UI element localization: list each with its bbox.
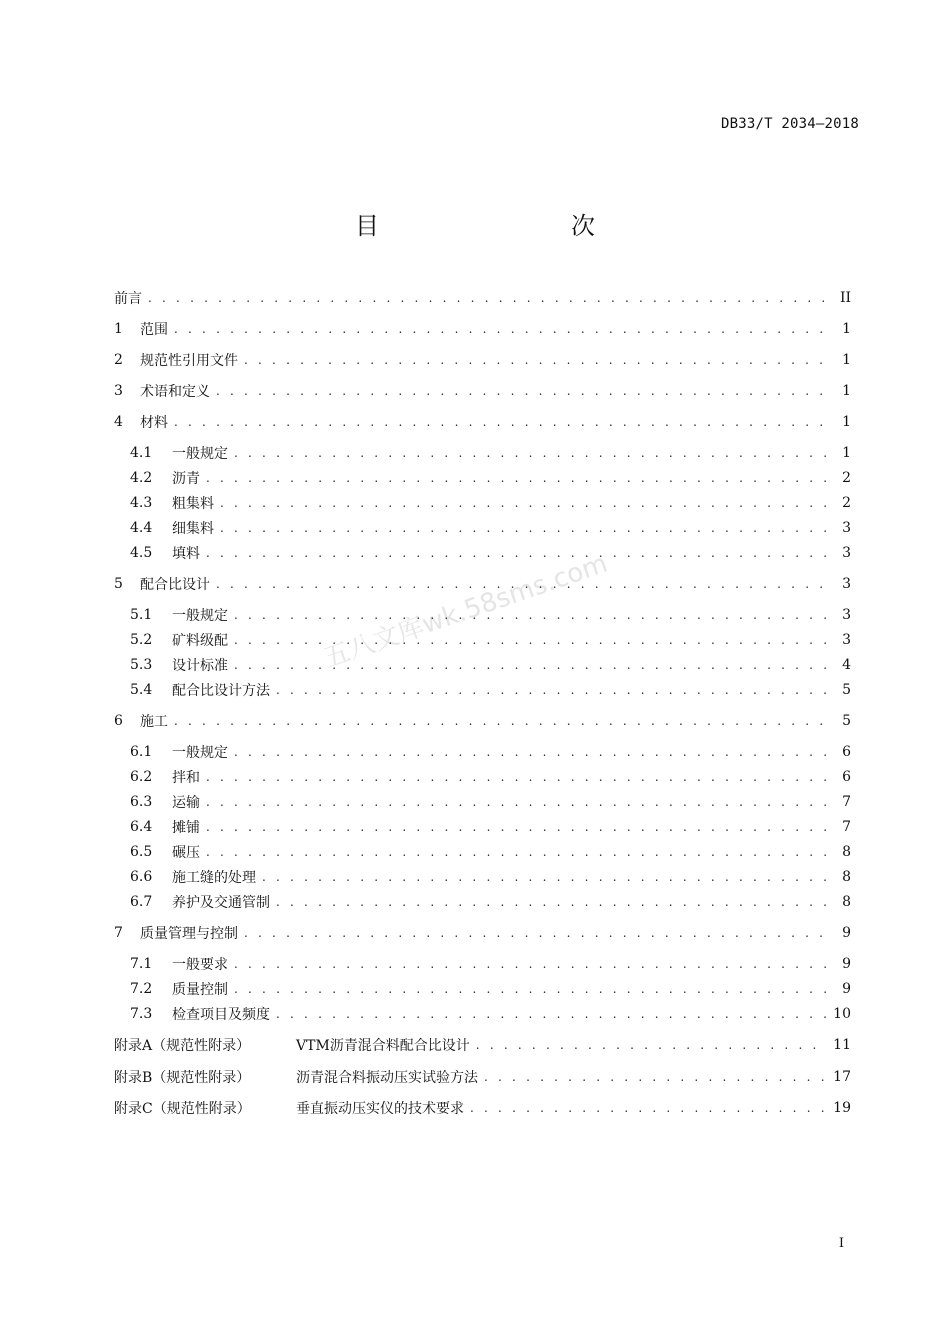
toc-leader-dots — [470, 1101, 827, 1115]
toc-entry-number: 1 — [114, 321, 123, 337]
toc-entry-page: 3 — [842, 632, 851, 648]
toc-entry[interactable] — [114, 791, 851, 813]
toc-entry[interactable] — [114, 411, 851, 433]
toc-entry-number: 6.6 — [130, 869, 153, 885]
toc-leader-dots — [262, 870, 829, 884]
toc-leader-dots — [220, 521, 829, 535]
toc-entry[interactable] — [114, 517, 851, 539]
toc-entry-page: 9 — [842, 981, 851, 997]
toc-entry-page: 2 — [842, 495, 851, 511]
toc-leader-dots — [244, 353, 829, 367]
page-title: 目 次 — [355, 212, 643, 240]
toc-leader-dots — [206, 795, 829, 809]
toc-leader-dots — [216, 577, 829, 591]
toc-leader-dots — [244, 926, 829, 940]
toc-entry-number: 6.4 — [130, 819, 153, 835]
toc-entry-page: 8 — [842, 894, 851, 910]
toc-entry[interactable] — [114, 349, 851, 371]
toc-entry-label: 沥青 — [172, 471, 200, 487]
toc-entry[interactable] — [114, 1034, 851, 1056]
toc-entry-number: 7.1 — [130, 956, 153, 972]
toc-leader-dots — [484, 1070, 827, 1084]
toc-entry[interactable] — [114, 816, 851, 838]
toc-entry-number: 6.1 — [130, 744, 153, 760]
toc-entry[interactable] — [114, 891, 851, 913]
toc-leader-dots — [234, 957, 829, 971]
toc-entry-label: 碾压 — [172, 845, 200, 861]
toc-entry-number: 5.1 — [130, 607, 153, 623]
toc-entry-number: 6.3 — [130, 794, 153, 810]
toc-entry-page: 6 — [842, 769, 851, 785]
toc-entry-page: 3 — [842, 576, 851, 592]
page-number: I — [838, 1236, 844, 1251]
toc-entry-number: 5.2 — [130, 632, 153, 648]
toc-entry[interactable] — [114, 1097, 851, 1119]
toc-entry-page: 3 — [842, 520, 851, 536]
toc-entry-page: 2 — [842, 470, 851, 486]
toc-entry[interactable] — [114, 604, 851, 626]
toc-entry[interactable] — [114, 953, 851, 975]
toc-entry-page: 1 — [842, 352, 851, 368]
toc-entry[interactable] — [114, 287, 851, 309]
toc-entry-number: 7 — [114, 925, 123, 941]
toc-entry-page: 8 — [842, 869, 851, 885]
toc-entry-number: 7.2 — [130, 981, 153, 997]
toc-leader-dots — [174, 415, 829, 429]
toc-leader-dots — [234, 745, 829, 759]
toc-entry[interactable] — [114, 741, 851, 763]
toc-entry-page: 9 — [842, 925, 851, 941]
toc-entry-number: 3 — [114, 383, 123, 399]
toc-entry-page: 8 — [842, 844, 851, 860]
toc-entry[interactable] — [114, 978, 851, 1000]
toc-entry-label: 检查项目及频度 — [172, 1007, 270, 1023]
toc-entry-label: 一般规定 — [172, 745, 228, 761]
toc-entry[interactable] — [114, 1003, 851, 1025]
toc-entry[interactable] — [114, 841, 851, 863]
toc-entry-label: 一般规定 — [172, 446, 228, 462]
toc-entry-number: 6 — [114, 713, 123, 729]
toc-entry-page: 7 — [842, 819, 851, 835]
toc-entry[interactable] — [114, 710, 851, 732]
toc-entry-number: 6.5 — [130, 844, 153, 860]
toc-entry[interactable] — [114, 766, 851, 788]
toc-entry[interactable] — [114, 318, 851, 340]
toc-entry[interactable] — [114, 467, 851, 489]
toc-entry-page: 11 — [833, 1037, 851, 1053]
toc-entry-page: 3 — [842, 545, 851, 561]
toc-entry-number: 2 — [114, 352, 123, 368]
toc-entry-page: 5 — [842, 682, 851, 698]
toc-leader-dots — [174, 714, 829, 728]
toc-entry-number: 附录B（规范性附录） — [114, 1070, 251, 1086]
toc-leader-dots — [476, 1038, 827, 1052]
toc-entry[interactable] — [114, 380, 851, 402]
toc-entry-label: 配合比设计 — [140, 577, 210, 593]
toc-leader-dots — [276, 1007, 827, 1021]
toc-leader-dots — [206, 770, 829, 784]
toc-leader-dots — [276, 895, 829, 909]
toc-entry-number: 附录C（规范性附录） — [114, 1101, 251, 1117]
toc-leader-dots — [234, 658, 829, 672]
toc-entry[interactable] — [114, 679, 851, 701]
toc-leader-dots — [234, 608, 829, 622]
toc-leader-dots — [148, 291, 829, 305]
toc-leader-dots — [276, 683, 829, 697]
toc-entry-number: 6.2 — [130, 769, 153, 785]
toc-leader-dots — [234, 633, 829, 647]
toc-entry-label: 一般要求 — [172, 957, 228, 973]
toc-entry-page: 7 — [842, 794, 851, 810]
toc-entry-label: 施工缝的处理 — [172, 870, 256, 886]
watermark: 五八文库wk.58sms.com — [319, 548, 612, 675]
toc-entry-label: VTM沥青混合料配合比设计 — [296, 1038, 470, 1054]
toc-entry-label: 拌和 — [172, 770, 200, 786]
toc-entry-label: 范围 — [140, 322, 168, 338]
toc-entry-page: 10 — [833, 1006, 851, 1022]
toc-entry-page: 4 — [842, 657, 851, 673]
toc-entry-label: 质量管理与控制 — [140, 926, 238, 942]
toc-entry-number: 4.5 — [130, 545, 153, 561]
toc-entry[interactable] — [114, 922, 851, 944]
toc-entry-label: 材料 — [140, 415, 168, 431]
document-code: DB33/T 2034—2018 — [720, 116, 859, 132]
toc-entry-number: 5.3 — [130, 657, 153, 673]
toc-entry-label: 施工 — [140, 714, 168, 730]
toc-entry-label: 沥青混合料振动压实试验方法 — [296, 1070, 478, 1086]
toc-entry-page: 3 — [842, 607, 851, 623]
toc-entry-label: 运输 — [172, 795, 200, 811]
toc-leader-dots — [216, 384, 829, 398]
toc-entry-label: 摊铺 — [172, 820, 200, 836]
toc-entry-page: 1 — [842, 321, 851, 337]
toc-entry-page: 5 — [842, 713, 851, 729]
toc-leader-dots — [206, 845, 829, 859]
toc-leader-dots — [206, 471, 829, 485]
toc-entry-number: 4.3 — [130, 495, 153, 511]
toc-entry[interactable] — [114, 1066, 851, 1088]
toc-entry-label: 一般规定 — [172, 608, 228, 624]
toc-entry[interactable] — [114, 573, 851, 595]
toc-entry-number: 7.3 — [130, 1006, 153, 1022]
toc-entry-page: 17 — [833, 1069, 851, 1085]
toc-entry[interactable] — [114, 442, 851, 464]
toc-entry-label: 设计标准 — [172, 658, 228, 674]
toc-entry[interactable] — [114, 654, 851, 676]
toc-leader-dots — [220, 496, 829, 510]
toc-leader-dots — [234, 982, 829, 996]
toc-entry-number: 4.2 — [130, 470, 153, 486]
toc-entry-number: 6.7 — [130, 894, 153, 910]
toc-entry[interactable] — [114, 629, 851, 651]
toc-entry[interactable] — [114, 492, 851, 514]
toc-entry-page: 9 — [842, 956, 851, 972]
toc-leader-dots — [206, 546, 829, 560]
toc-entry-page: II — [839, 290, 851, 306]
toc-entry-label: 前言 — [114, 291, 142, 307]
toc-entry[interactable] — [114, 866, 851, 888]
toc-leader-dots — [234, 446, 829, 460]
toc-entry-page: 1 — [842, 414, 851, 430]
toc-entry-page: 6 — [842, 744, 851, 760]
toc-entry-label: 质量控制 — [172, 982, 228, 998]
toc-entry-label: 矿料级配 — [172, 633, 228, 649]
toc-entry-label: 粗集料 — [172, 496, 214, 512]
toc-entry-label: 垂直振动压实仪的技术要求 — [296, 1101, 464, 1117]
toc-entry-page: 19 — [833, 1100, 851, 1116]
toc-leader-dots — [174, 322, 829, 336]
toc-entry-label: 养护及交通管制 — [172, 895, 270, 911]
toc-entry-label: 填料 — [172, 546, 200, 562]
toc-entry-number: 附录A（规范性附录） — [114, 1038, 251, 1054]
toc-entry-label: 配合比设计方法 — [172, 683, 270, 699]
toc-entry-label: 规范性引用文件 — [140, 353, 238, 369]
toc-entry[interactable] — [114, 542, 851, 564]
toc-entry-page: 1 — [842, 383, 851, 399]
toc-entry-label: 细集料 — [172, 521, 214, 537]
toc-entry-number: 5 — [114, 576, 123, 592]
toc-entry-number: 4.1 — [130, 445, 153, 461]
toc-entry-label: 术语和定义 — [140, 384, 210, 400]
toc-leader-dots — [206, 820, 829, 834]
toc-entry-number: 4.4 — [130, 520, 153, 536]
toc-entry-number: 5.4 — [130, 682, 153, 698]
toc-entry-page: 1 — [842, 445, 851, 461]
toc-entry-number: 4 — [114, 414, 123, 430]
